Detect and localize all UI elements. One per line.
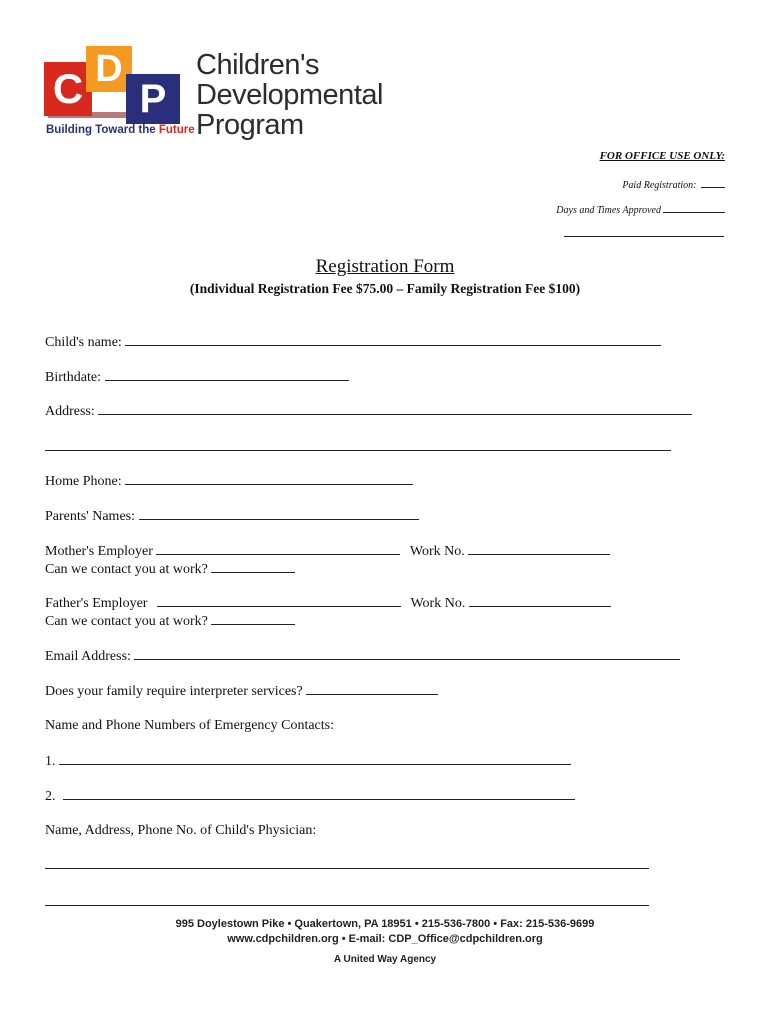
emergency-1-row [45, 752, 571, 770]
logo-cube-d: D [86, 46, 132, 92]
mother-employer-label: Mother's Employer [45, 544, 153, 559]
father-contact-line[interactable] [211, 612, 295, 625]
father-employer-row [45, 594, 611, 612]
days-blank[interactable] [663, 203, 725, 213]
interpreter-line[interactable] [306, 682, 438, 695]
organization-name: Children's Developmental Program [196, 49, 383, 141]
birthdate-row [45, 368, 349, 386]
mother-work-no-line[interactable] [468, 542, 610, 555]
logo-cube-c: C [44, 62, 92, 116]
father-contact-label: Can we contact you at work? [45, 614, 208, 629]
address-label: Address: [45, 404, 95, 419]
logo-cube-p: P [126, 74, 180, 124]
father-employer-label: Father's Employer [45, 596, 148, 611]
footer-contact [0, 917, 770, 947]
email-line[interactable] [134, 647, 680, 660]
address-row [45, 402, 692, 420]
birthdate-line[interactable] [105, 368, 349, 381]
physician-heading: Name, Address, Phone No. of Child's Physician: [45, 823, 317, 838]
address-line[interactable] [98, 402, 692, 415]
child-name-row [45, 333, 661, 351]
child-name-label: Child's name: [45, 335, 122, 350]
cdp-logo [44, 46, 404, 146]
office-paid-registration [622, 178, 725, 191]
emergency-2-line[interactable] [63, 787, 575, 800]
email-label: Email Address: [45, 649, 131, 664]
home-phone-line[interactable] [125, 472, 413, 485]
logo-tagline [46, 124, 195, 136]
mother-employer-line[interactable] [156, 542, 400, 555]
tagline-prefix: Building Toward the [46, 124, 159, 136]
physician-line-2[interactable] [45, 905, 649, 906]
tagline-future: Future [158, 124, 195, 136]
form-subtitle: (Individual Registration Fee $75.00 – Family Registration Fee $100) [189, 281, 581, 296]
paid-blank[interactable] [701, 178, 725, 188]
mother-contact-line[interactable] [211, 560, 295, 573]
mother-contact-label: Can we contact you at work? [45, 562, 208, 577]
emergency-heading: Name and Phone Numbers of Emergency Contacts: [45, 718, 335, 733]
address-line-2[interactable] [45, 450, 671, 451]
footer-address: 995 Doylestown Pike • Quakertown, PA 18951 • 215-536-7800 • Fax: 215-536-9699 [175, 918, 595, 930]
office-extra-line[interactable] [564, 236, 724, 237]
footer-web-email: www.cdpchildren.org • E-mail: CDP_Office@cdpchildren.org [227, 933, 543, 945]
emergency-2-row [45, 787, 575, 805]
birthdate-label: Birthdate: [45, 370, 101, 385]
parents-names-line[interactable] [139, 507, 419, 520]
interpreter-row [45, 682, 438, 700]
emergency-1-line[interactable] [59, 752, 571, 765]
emergency-1-label: 1. [45, 754, 56, 769]
home-phone-label: Home Phone: [45, 474, 122, 489]
father-work-no-label: Work No. [410, 596, 466, 611]
father-work-no-line[interactable] [469, 594, 611, 607]
days-label: Days and Times Approved [556, 205, 661, 216]
home-phone-row [45, 472, 413, 490]
mother-employer-row [45, 542, 610, 560]
child-name-line[interactable] [125, 333, 661, 346]
form-title: Registration Form [315, 256, 455, 277]
email-row [45, 647, 680, 665]
physician-line-1[interactable] [45, 868, 649, 869]
parents-names-label: Parents' Names: [45, 509, 136, 524]
father-employer-line[interactable] [157, 594, 401, 607]
mother-work-no-label: Work No. [409, 544, 465, 559]
emergency-2-label: 2. [45, 789, 56, 804]
footer-agency: A United Way Agency [333, 954, 437, 965]
office-use-title: FOR OFFICE USE ONLY: [599, 150, 725, 162]
office-days-approved [556, 203, 725, 216]
father-contact-row [45, 612, 295, 630]
interpreter-label: Does your family require interpreter services? [45, 684, 303, 699]
mother-contact-row [45, 560, 295, 578]
parents-names-row [45, 507, 419, 525]
paid-label: Paid Registration: [622, 180, 697, 191]
